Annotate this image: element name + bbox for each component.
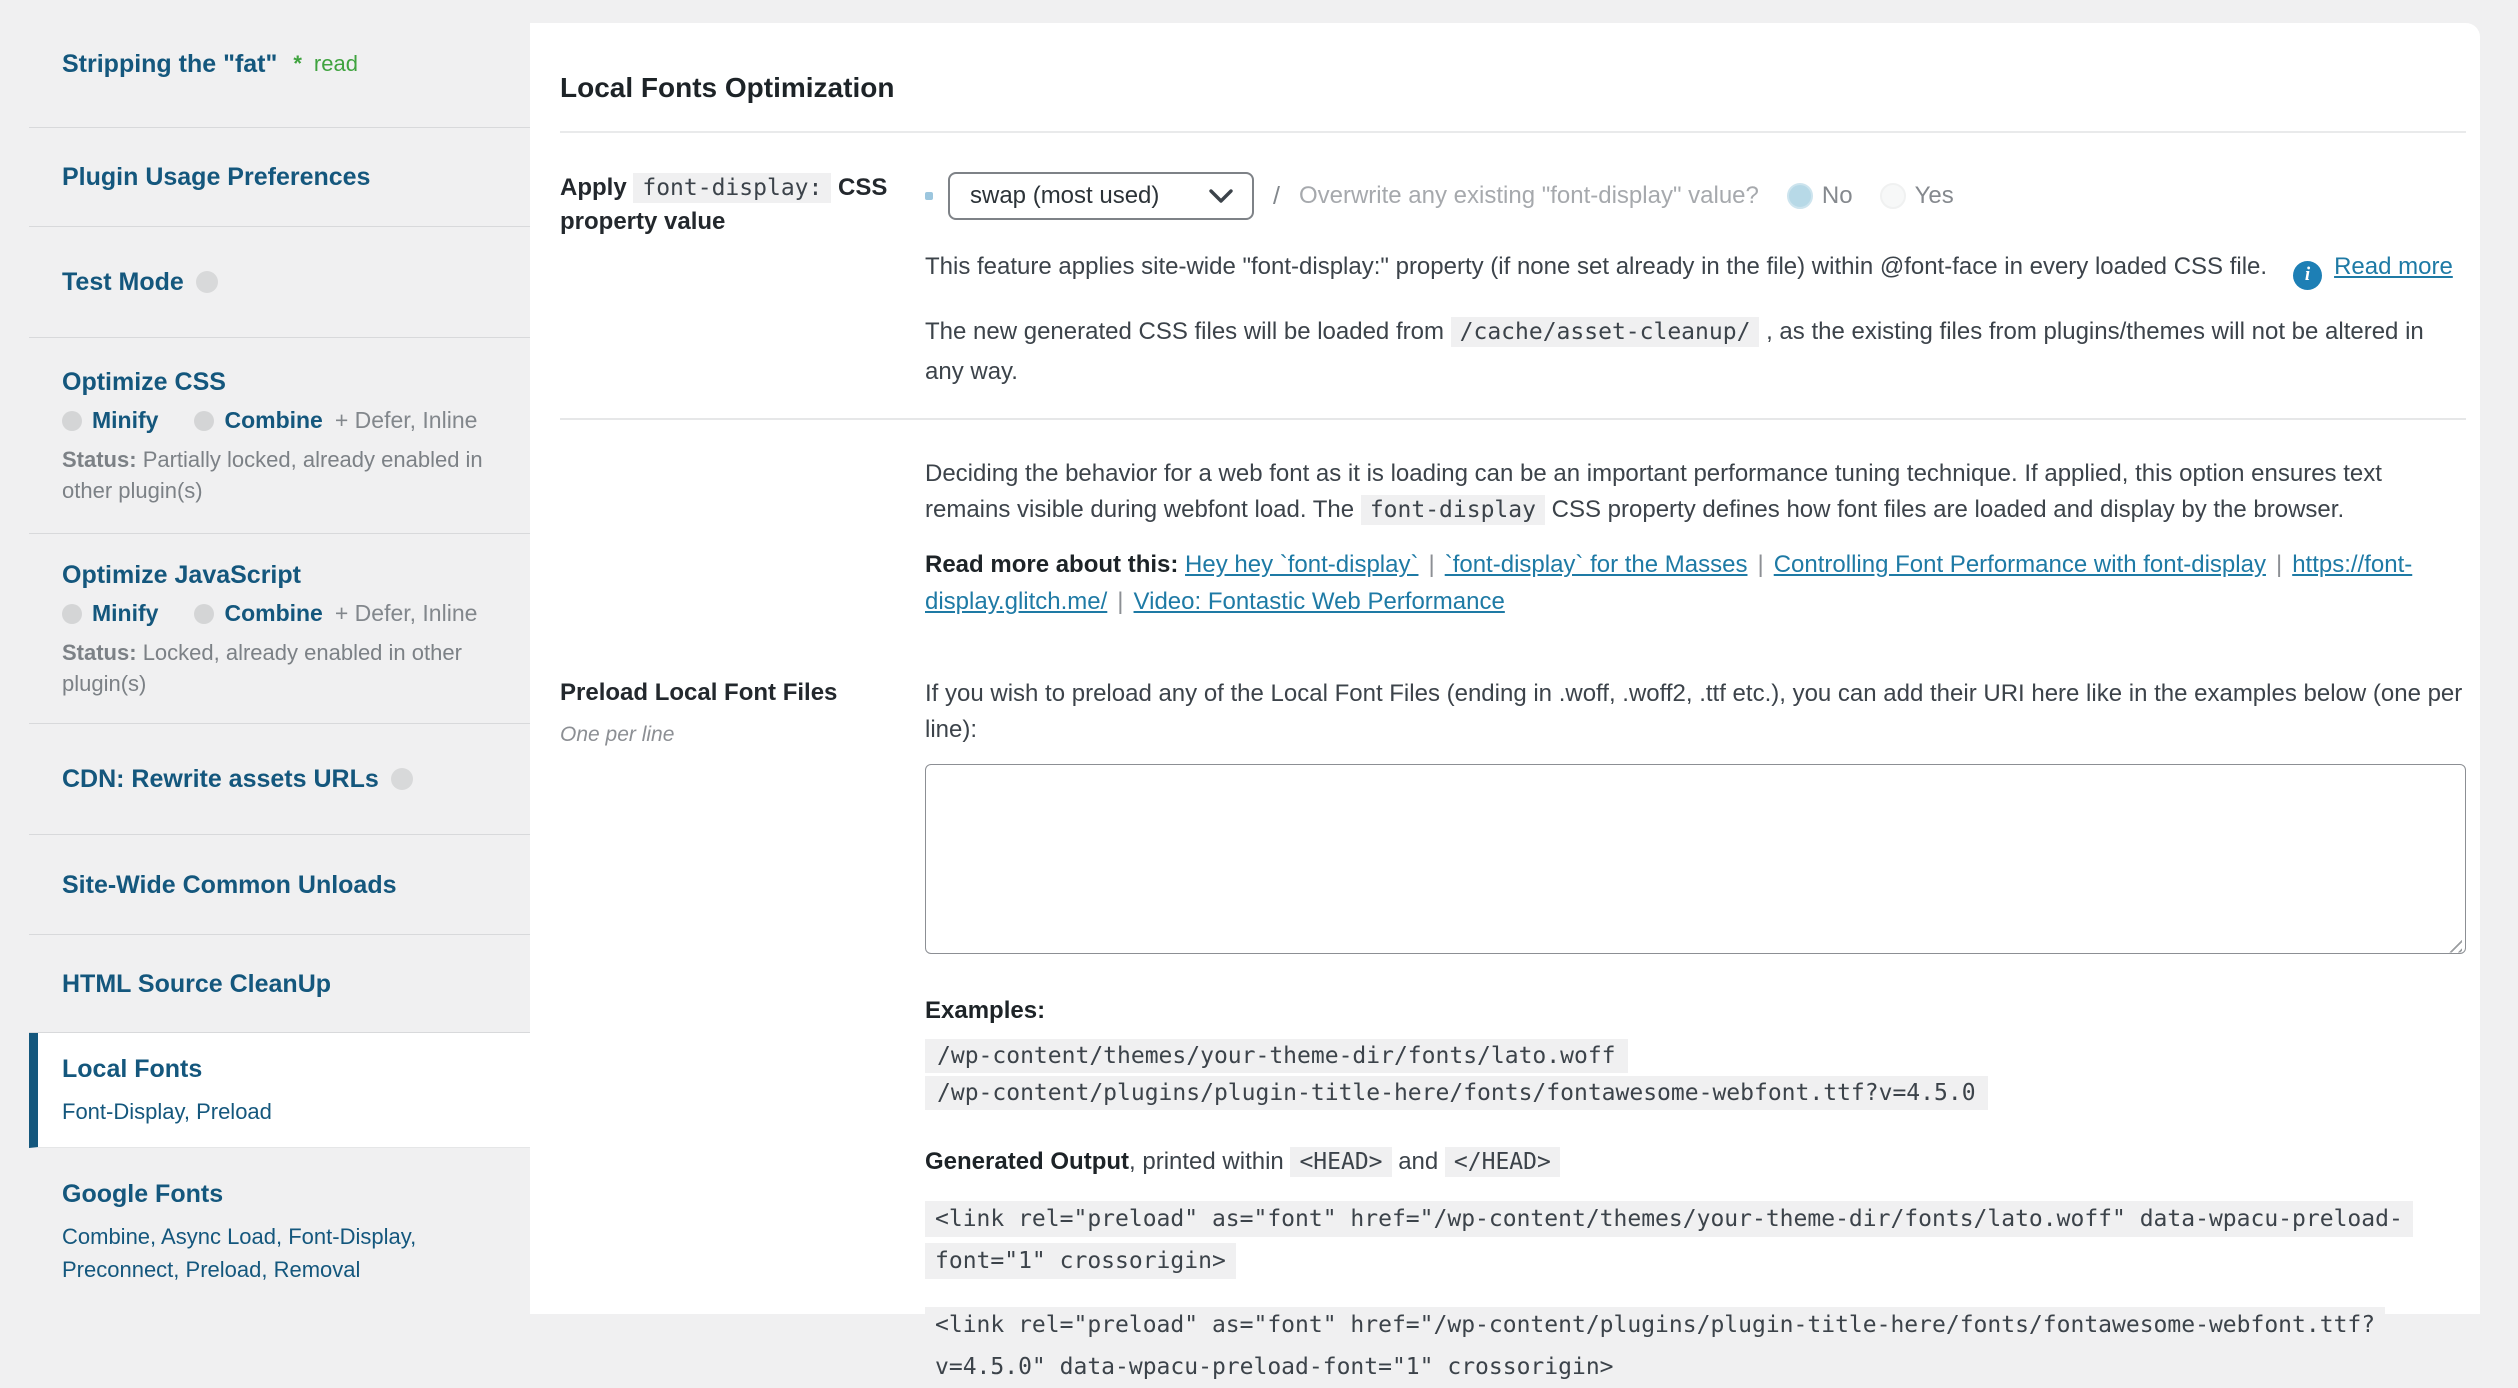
example-path: /wp-content/themes/your-theme-dir/fonts/lato.woff [925,1039,1628,1073]
generated-link-tag: <link rel="preload" as="font" href="/wp-content/themes/your-theme-dir/fonts/lato.woff" data-wpacu-preload-font="1" crossorigin> [925,1201,2413,1279]
font-display-about: Deciding the behavior for a web font as it is loading can be an important performance tuning technique. If applied, this option ensures text remains visible during webfont load. The font-display CSS property defines how font files are loaded and display by the browser. [925,459,2382,523]
sidebar-item-optimize-css[interactable] [29,338,530,534]
head-close-code-chip: </HEAD> [1445,1147,1560,1177]
font-display-code-chip: font-display: [633,173,831,203]
preload-textarea-wrap [925,764,2466,961]
minify-toggle-label: Minify [92,600,159,626]
preload-label: Preload Local Font Files [560,678,838,706]
toggle-dot-icon [194,604,214,624]
toggles-suffix: + Defer, Inline [334,600,478,626]
minify-toggle-label: Minify [92,407,159,433]
sidebar-item-google-fonts[interactable] [29,1148,530,1314]
settings-sidebar [0,0,530,1314]
page-title: Local Fonts Optimization [560,72,895,103]
link-hey-hey-font-display[interactable]: Hey hey `font-display` [1185,550,1419,578]
overwrite-no-radio[interactable] [1787,183,1813,209]
preload-label-col [560,676,925,747]
head-open-code-chip: <HEAD> [1290,1147,1391,1177]
sidebar-item-html-source-cleanup[interactable] [29,935,530,1033]
pipe-separator: | [1757,550,1764,578]
link-controlling-font-performance[interactable]: Controlling Font Performance with font-display [1773,550,2266,578]
sidebar-item-cdn-rewrite-assets-urls[interactable] [29,724,530,835]
overwrite-question: Overwrite any existing "font-display" value? [1298,182,1759,209]
link-video-fontastic-web-performance[interactable]: Video: Fontastic Web Performance [1133,587,1505,615]
generated-output-heading: Generated Output, printed within <HEAD> and </HEAD> [925,1148,2466,1176]
sidebar-item-label: Optimize CSS [62,368,226,396]
link-font-display-glitch[interactable]: https://font-display.glitch.me/ [925,550,2413,615]
cache-location-note: The new generated CSS files will be loaded from /cache/asset-cleanup/ , as the existing files from plugins/themes will not be altered in any way. [925,317,2424,385]
sidebar-item-label: Plugin Usage Preferences [62,163,371,191]
generated-output-block [925,1304,2466,1388]
info-icon: i [2293,261,2322,290]
read-more-link[interactable]: Read more [2334,253,2453,280]
sidebar-item-site-wide-common-unloads[interactable] [29,835,530,935]
read-badge: read [313,50,358,76]
examples-label: Examples: [925,996,1046,1024]
about-field-col [925,456,2466,620]
font-display-label-col [560,171,925,239]
preload-field-col [925,676,2466,1388]
preload-uris-textarea[interactable] [925,764,2466,954]
sidebar-item-label: Site-Wide Common Unloads [62,870,397,899]
font-display-row [560,171,2466,392]
sidebar-item-label: CDN: Rewrite assets URLs [62,765,379,793]
font-display-about-code-chip: font-display [1361,495,1545,525]
marker-dot-icon [925,192,933,200]
sidebar-item-optimize-javascript[interactable] [29,534,530,724]
pipe-separator: | [1117,587,1124,615]
overwrite-yes-label: Yes [1914,182,1954,209]
required-asterisk: * [293,50,302,76]
status-text [62,637,502,699]
preload-row [560,676,2466,1388]
read-more-links [925,546,2466,620]
font-display-label: Apply font-display: CSS property value [560,174,888,235]
font-display-description: This feature applies site-wide "font-display:" property (if none set already in the file) within @font-face in every loaded CSS file. i Read more [925,249,2466,290]
font-display-select[interactable] [948,172,1254,220]
status-label: Status: [62,640,137,665]
overwrite-no-label: No [1821,182,1853,209]
sidebar-item-local-fonts[interactable] [29,1033,530,1148]
sidebar-item-label: Optimize JavaScript [62,561,301,589]
toggles-suffix: + Defer, Inline [334,407,478,433]
preload-note: One per line [560,722,675,746]
chevron-down-icon [1208,188,1234,204]
status-text [62,444,502,506]
sidebar-item-plugin-usage-preferences[interactable] [29,128,530,227]
sidebar-item-test-mode[interactable] [29,227,530,338]
generated-link-tag: <link rel="preload" as="font" href="/wp-content/plugins/plugin-title-here/fonts/fontawesome-webfont.ttf?v=4.5.0" data-wpacu-preload-font="1" crossorigin> [925,1307,2385,1385]
toggle-dot-icon [62,604,82,624]
status-label: Status: [62,447,137,472]
font-display-about-row [560,456,2466,620]
toggle-dot-icon [194,411,214,431]
link-font-display-for-the-masses[interactable]: `font-display` for the Masses [1444,550,1748,578]
font-display-controls [925,171,2466,221]
sidebar-item-label: HTML Source CleanUp [62,969,332,998]
sidebar-item-sublabel: Combine, Async Load, Font-Display, Preconnect, Preload, Removal [62,1223,417,1282]
sidebar-item-label: Local Fonts [62,1055,203,1083]
combine-toggle-label: Combine [224,407,323,433]
generated-output-block [925,1198,2466,1282]
example-path: /wp-content/plugins/plugin-title-here/fonts/fontawesome-webfont.ttf?v=4.5.0 [925,1076,1988,1110]
section-divider [560,418,2466,420]
status-dot-icon [391,768,413,790]
sidebar-item-label: Test Mode [62,268,184,296]
status-dot-icon [196,271,218,293]
sidebar-item-stripping-the-fat[interactable] [29,0,530,128]
sidebar-item-sublabel: Font-Display, Preload [62,1099,272,1124]
preload-description: If you wish to preload any of the Local Font Files (ending in .woff, .woff2, .ttf etc.), you can add their URI here like in the examples below (one per line): [925,679,2463,743]
slash-separator: / [1273,181,1280,210]
combine-toggle-label: Combine [224,600,323,626]
font-display-field-col [925,171,2466,392]
font-display-select-value: swap (most used) [970,182,1160,209]
overwrite-yes-radio[interactable] [1880,183,1906,209]
toggle-dot-icon [62,411,82,431]
status-value: Partially locked, already enabled in other plugin(s) [62,447,483,503]
read-more-about-label: Read more about this: [925,550,1179,578]
pipe-separator: | [2275,550,2283,578]
title-divider [560,131,2466,133]
cache-path-code-chip: /cache/asset-cleanup/ [1451,317,1760,347]
local-fonts-panel [530,23,2480,1380]
sidebar-item-label: Google Fonts [62,1179,224,1208]
pipe-separator: | [1428,550,1435,578]
sidebar-item-label: Stripping the "fat" [62,49,278,78]
status-value: Locked, already enabled in other plugin(s) [62,640,462,696]
